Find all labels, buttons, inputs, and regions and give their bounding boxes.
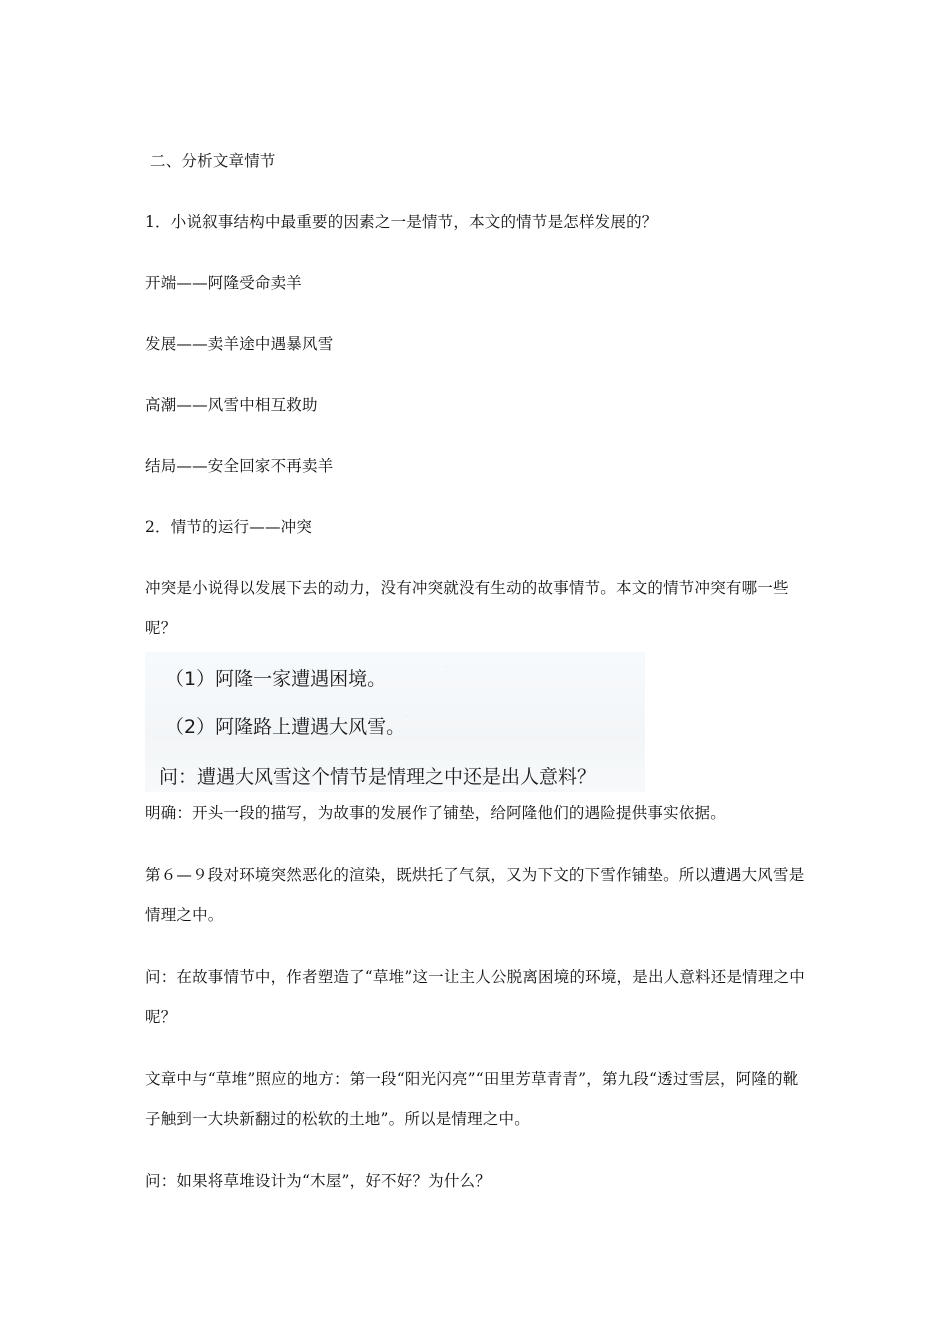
question-3: 问：在故事情节中，作者塑造了“草堆”这一让主人公脱离困境的环境，是出人意料还是情理之中呢？ [145, 968, 805, 1026]
slide-line-1: （1）阿隆一家遭遇困境。 [165, 668, 387, 690]
plot-stage-climax: 高潮——风雪中相互救助 [145, 396, 318, 414]
watermark-mark: · [442, 661, 451, 673]
slide-question: 问：遭遇大风雪这个情节是情理之中还是出人意料？ [159, 766, 597, 788]
paragraph-6-9: 第６—９段对环境突然恶化的渲染，既烘托了气氛，又为下文的下雪作铺垫。所以遭遇大风雪是情理之中。 [145, 866, 805, 924]
question-4: 问：如果将草堆设计为“木屋”，好不好？为什么？ [145, 1172, 491, 1190]
question-2: 2．情节的运行——冲突 [145, 518, 313, 536]
slide-line-2: （2）阿隆路上遭遇大风雪。 [165, 716, 406, 738]
section-heading: 二、分析文章情节 [150, 152, 276, 170]
slide-screenshot [145, 652, 645, 792]
plot-stage-ending: 结局——安全回家不再卖羊 [145, 457, 334, 475]
watermark-mark: · [402, 711, 411, 723]
answer-1: 明确：开头一段的描写，为故事的发展作了铺垫，给阿隆他们的遇险提供事实依据。 [145, 804, 726, 822]
answer-3: 文章中与“草堆”照应的地方：第一段“阳光闪亮”“田里芳草青青”，第九段“透过雪层，阿隆的靴子触到一大块新翻过的松软的土地”。所以是情理之中。 [145, 1070, 799, 1128]
question-1: 1．小说叙事结构中最重要的因素之一是情节，本文的情节是怎样发展的？ [145, 213, 658, 231]
conflict-paragraph: 冲突是小说得以发展下去的动力，没有冲突就没有生动的故事情节。本文的情节冲突有哪一些呢？ [145, 579, 789, 637]
plot-stage-development: 发展——卖羊途中遇暴风雪 [145, 335, 334, 353]
plot-stage-opening: 开端——阿隆受命卖羊 [145, 274, 303, 292]
